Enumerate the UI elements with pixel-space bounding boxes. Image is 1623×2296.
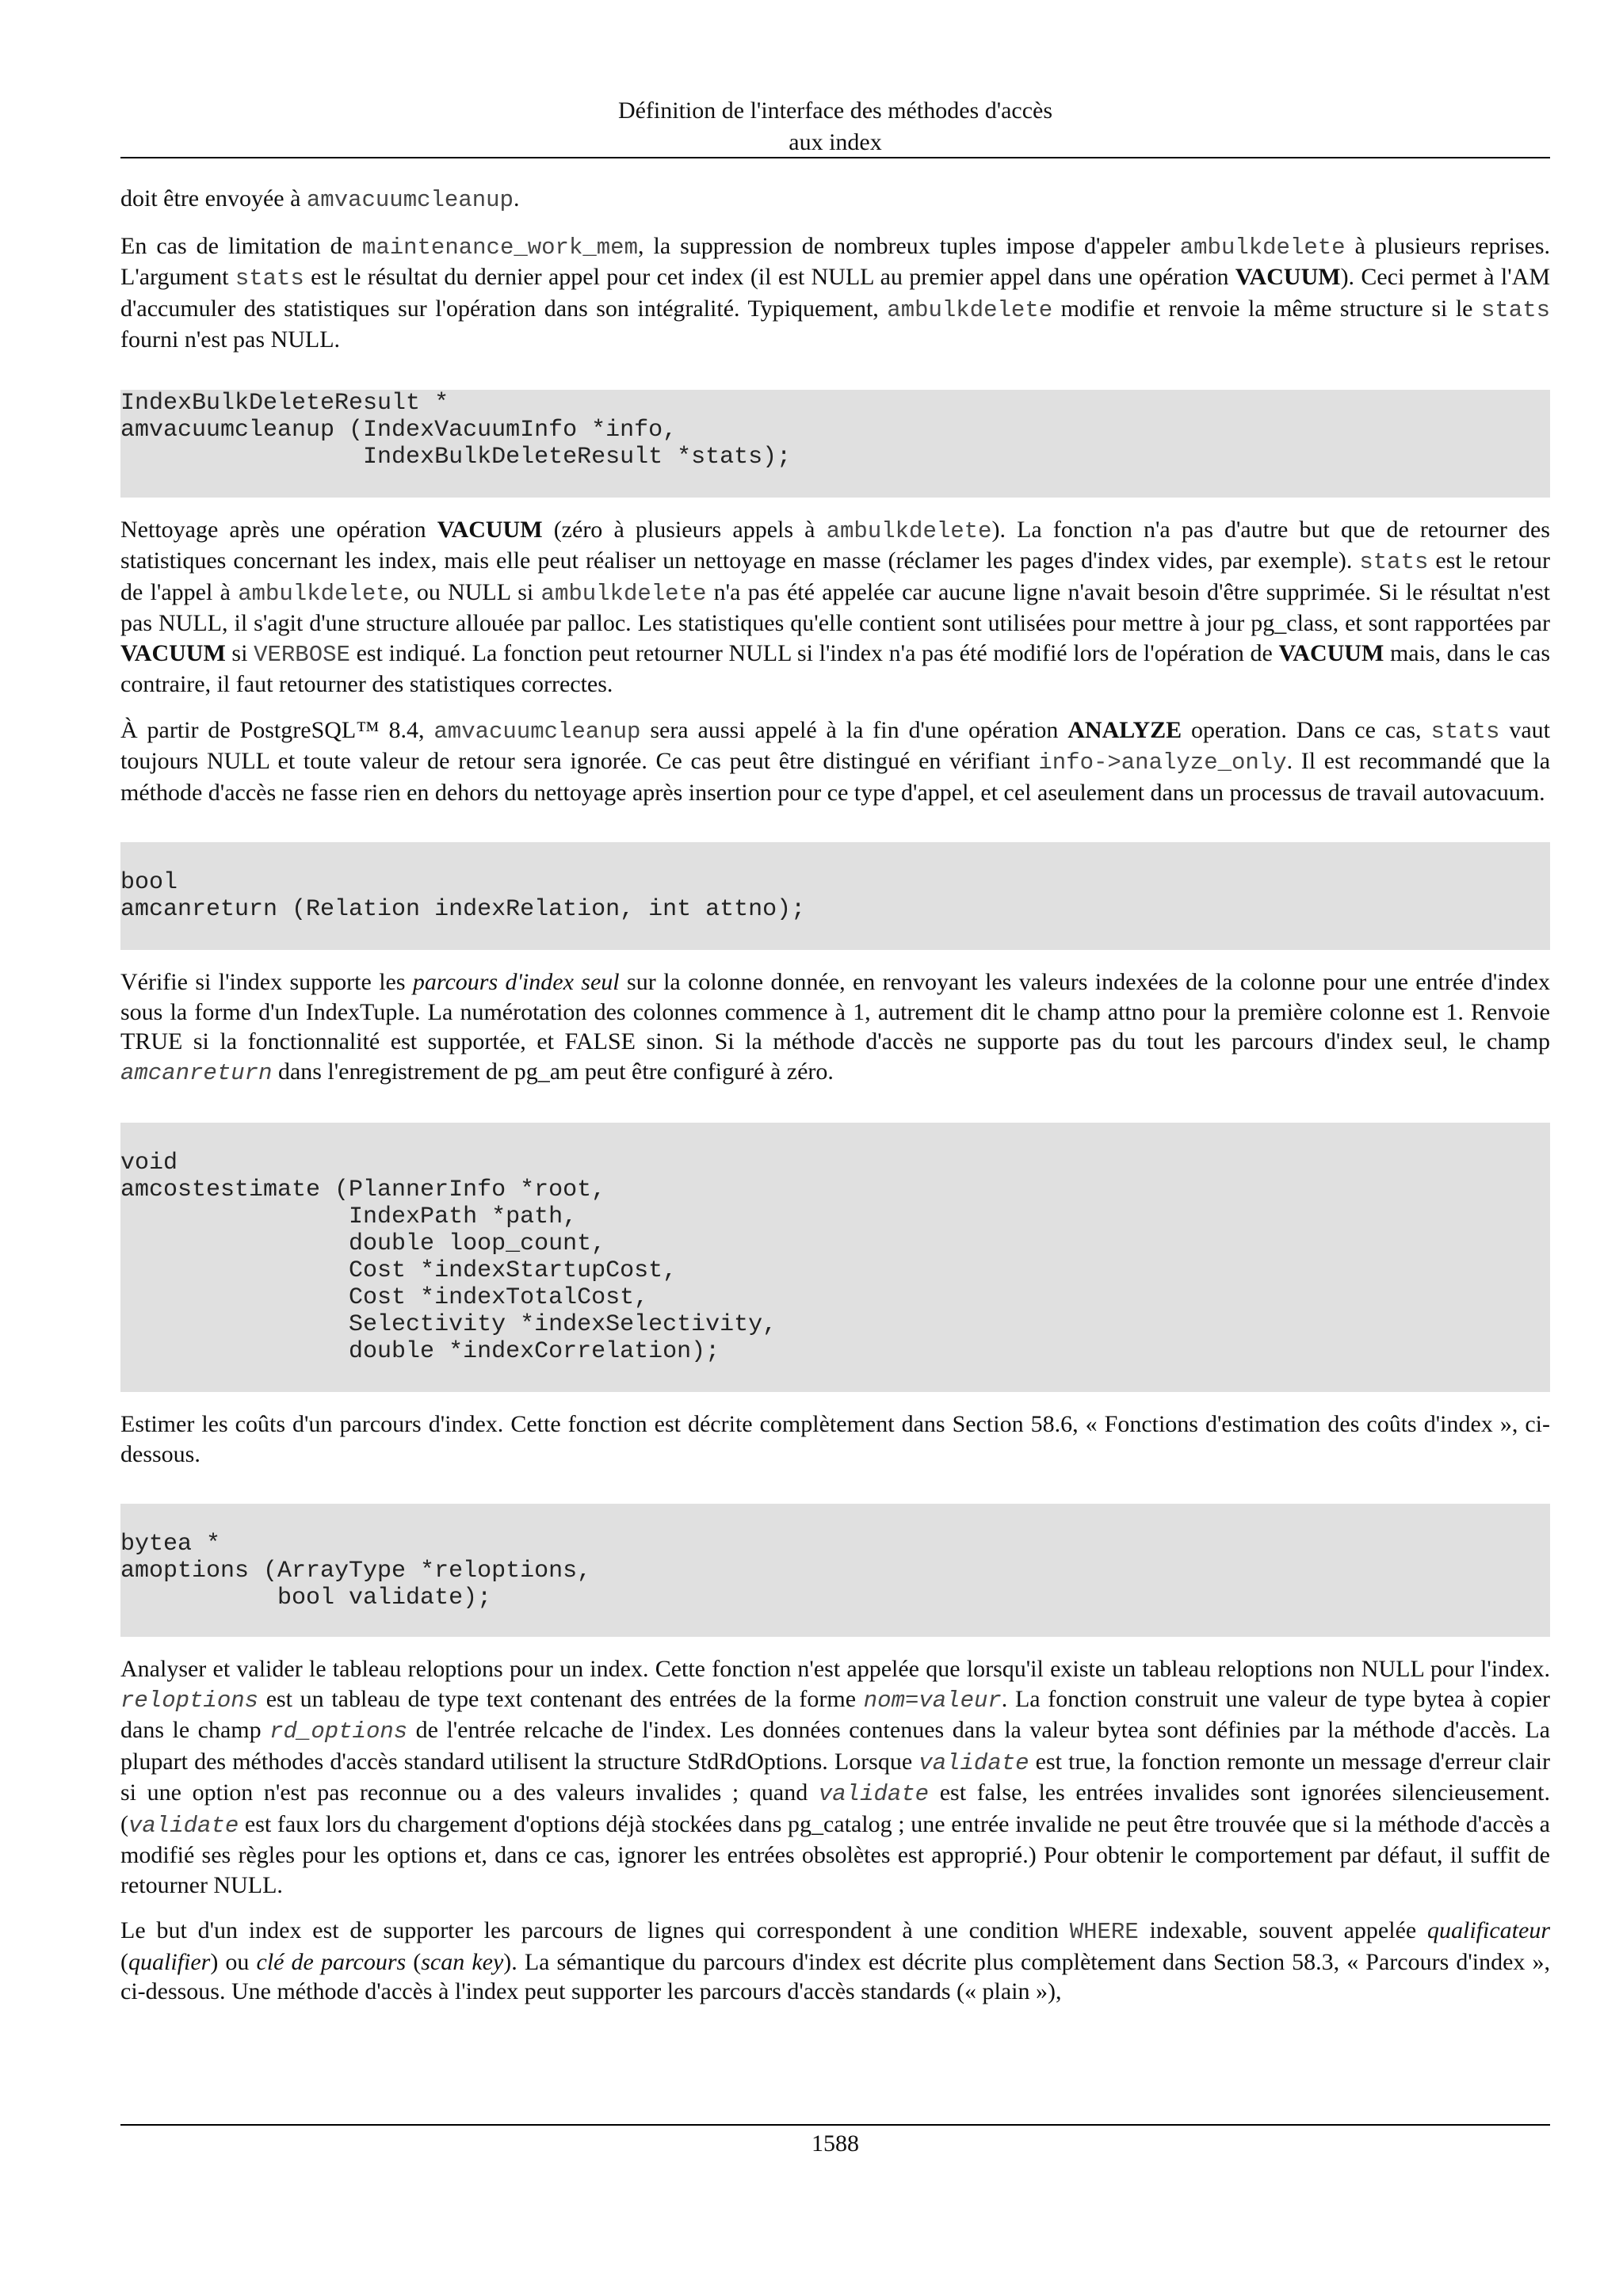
document-page — [120, 0, 1550, 2296]
page-number: 1588 — [812, 2130, 859, 2157]
code-block-amvacuumcleanup: IndexBulkDeleteResult * amvacuumcleanup (IndexVacuumInfo *info, IndexBulkDeleteResult *stats); — [120, 390, 1550, 498]
paragraph-amcanreturn: Vérifie si l'index supporte les parcours d'index seul sur la colonne donnée, en renvoyant les valeurs indexées de la colonne pour une entrée d'index sous la forme d'un IndexTuple. La numérotation des colonnes commence à 1, autrement dit le champ attno pour la première colonne est 1. Renvoie TRUE si la fonctionnalité est supportée, et FALSE sinon. Si la méthode d'accès ne supporte pas du tout les parcours d'index seul, le champ amcanreturn dans l'enregistrement de pg_am peut être configuré à zéro. — [120, 969, 1550, 1086]
footer-rule — [120, 2124, 1550, 2126]
header-line-1: Définition de l'interface des méthodes d'accès — [617, 97, 1053, 124]
paragraph-index-purpose: Le but d'un index est de supporter les parcours de lignes qui correspondent à une condition WHERE indexable, souvent appelée qualificateur (qualifier) ou clé de parcours (scan key). La sémantique du parcours d'index est décrite plus complètement dans Section 58.3, « Parcours d'index », ci-dessous. Une méthode d'accès à l'index peut supporter les parcours d'accès standards (« plain »), — [120, 1917, 1550, 2004]
paragraph-amcostestimate: Estimer les coûts d'un parcours d'index. Cette fonction est décrite complètement dans Section 58.6, « Fonctions d'estimation des coûts d'index », ci-dessous. — [120, 1411, 1550, 1467]
running-header — [120, 95, 1550, 158]
code-block-amcostestimate: void amcostestimate (PlannerInfo *root, IndexPath *path, double loop_count, Cost *indexStartupCost, Cost *indexTotalCost, Selectivity *indexSelectivity, double *indexCorrelation); — [120, 1123, 1550, 1392]
code-block-amcanreturn: bool amcanreturn (Relation indexRelation, int attno); — [120, 842, 1550, 950]
header-line-2: aux index — [789, 129, 882, 155]
page-content — [120, 184, 1550, 2023]
code-block-amoptions: bytea * amoptions (ArrayType *reloptions, bool validate); — [120, 1504, 1550, 1637]
paragraph-analyze: À partir de PostgreSQL™ 8.4, amvacuumcleanup sera aussi appelé à la fin d'une opération ANALYZE operation. Dans ce cas, stats vaut toujours NULL et toute valeur de retour sera ignorée. Ce cas peut être distingué en vérifiant info->analyze_only. Il est recommandé que la méthode d'accès ne fasse rien en dehors du nettoyage après insertion pour ce type d'appel, et cel aseulement dans un processus de travail autovacuum. — [120, 716, 1551, 806]
paragraph-ambulkdelete-stats: En cas de limitation de maintenance_work_mem, la suppression de nombreux tuples impose d'appeler ambulkdelete à plusieurs reprises. L'argument stats est le résultat du dernier appel pour cet index (il est NULL au premier appel dans une opération VACUUM). Ceci permet à l'AM d'accumuler des statistiques sur l'opération dans son intégralité. Typiquement, ambulkdelete modifie et renvoie la même structure si le stats fourni n'est pas NULL. — [120, 232, 1551, 353]
paragraph-continuation: doit être envoyée à amvacuumcleanup. — [120, 185, 520, 213]
paragraph-amvacuumcleanup: Nettoyage après une opération VACUUM (zéro à plusieurs appels à ambulkdelete). La fonction n'a pas d'autre but que de retourner des statistiques concernant les index, mais elle peut réaliser un nettoyage en masse (réclamer les pages d'index vides, par exemple). stats est le retour de l'appel à ambulkdelete, ou NULL si ambulkdelete n'a pas été appelée car aucune ligne n'avait besoin d'être supprimée. Si le résultat n'est pas NULL, il s'agit d'une structure allouée par palloc. Les statistiques qu'elle contient sont utilisées pour mettre à jour pg_class, et sont rapportées par VACUUM si VERBOSE est indiqué. La fonction peut retourner NULL si l'index n'a pas été modifié lors de l'opération de VACUUM mais, dans le cas contraire, il faut retourner des statistiques correctes. — [120, 516, 1550, 697]
paragraph-amoptions: Analyser et valider le tableau reloptions pour un index. Cette fonction n'est appelée que lorsqu'il existe un tableau reloptions non NULL pour l'index. reloptions est un tableau de type text contenant des entrées de la forme nom=valeur. La fonction construit une valeur de type bytea à copier dans le champ rd_options de l'entrée relcache de l'index. Les données contenues dans la valeur bytea sont définies par la méthode d'accès. La plupart des méthodes d'accès standard utilisent la structure StdRdOptions. Lorsque validate est true, la fonction remonte un message d'erreur clair si une option n'est pas reconnue ou a des valeurs invalides ; quand validate est false, les entrées invalides sont ignorées silencieusement. (validate est faux lors du chargement d'options déjà stockées dans pg_catalog ; une entrée invalide ne peut être trouvée que si la méthode d'accès a modifié ses règles pour les options et, dans ce cas, ignorer les entrées obsolètes est approprié.) Pour obtenir le comportement par défaut, il suffit de retourner NULL. — [120, 1656, 1551, 1898]
header-rule — [120, 157, 1550, 158]
